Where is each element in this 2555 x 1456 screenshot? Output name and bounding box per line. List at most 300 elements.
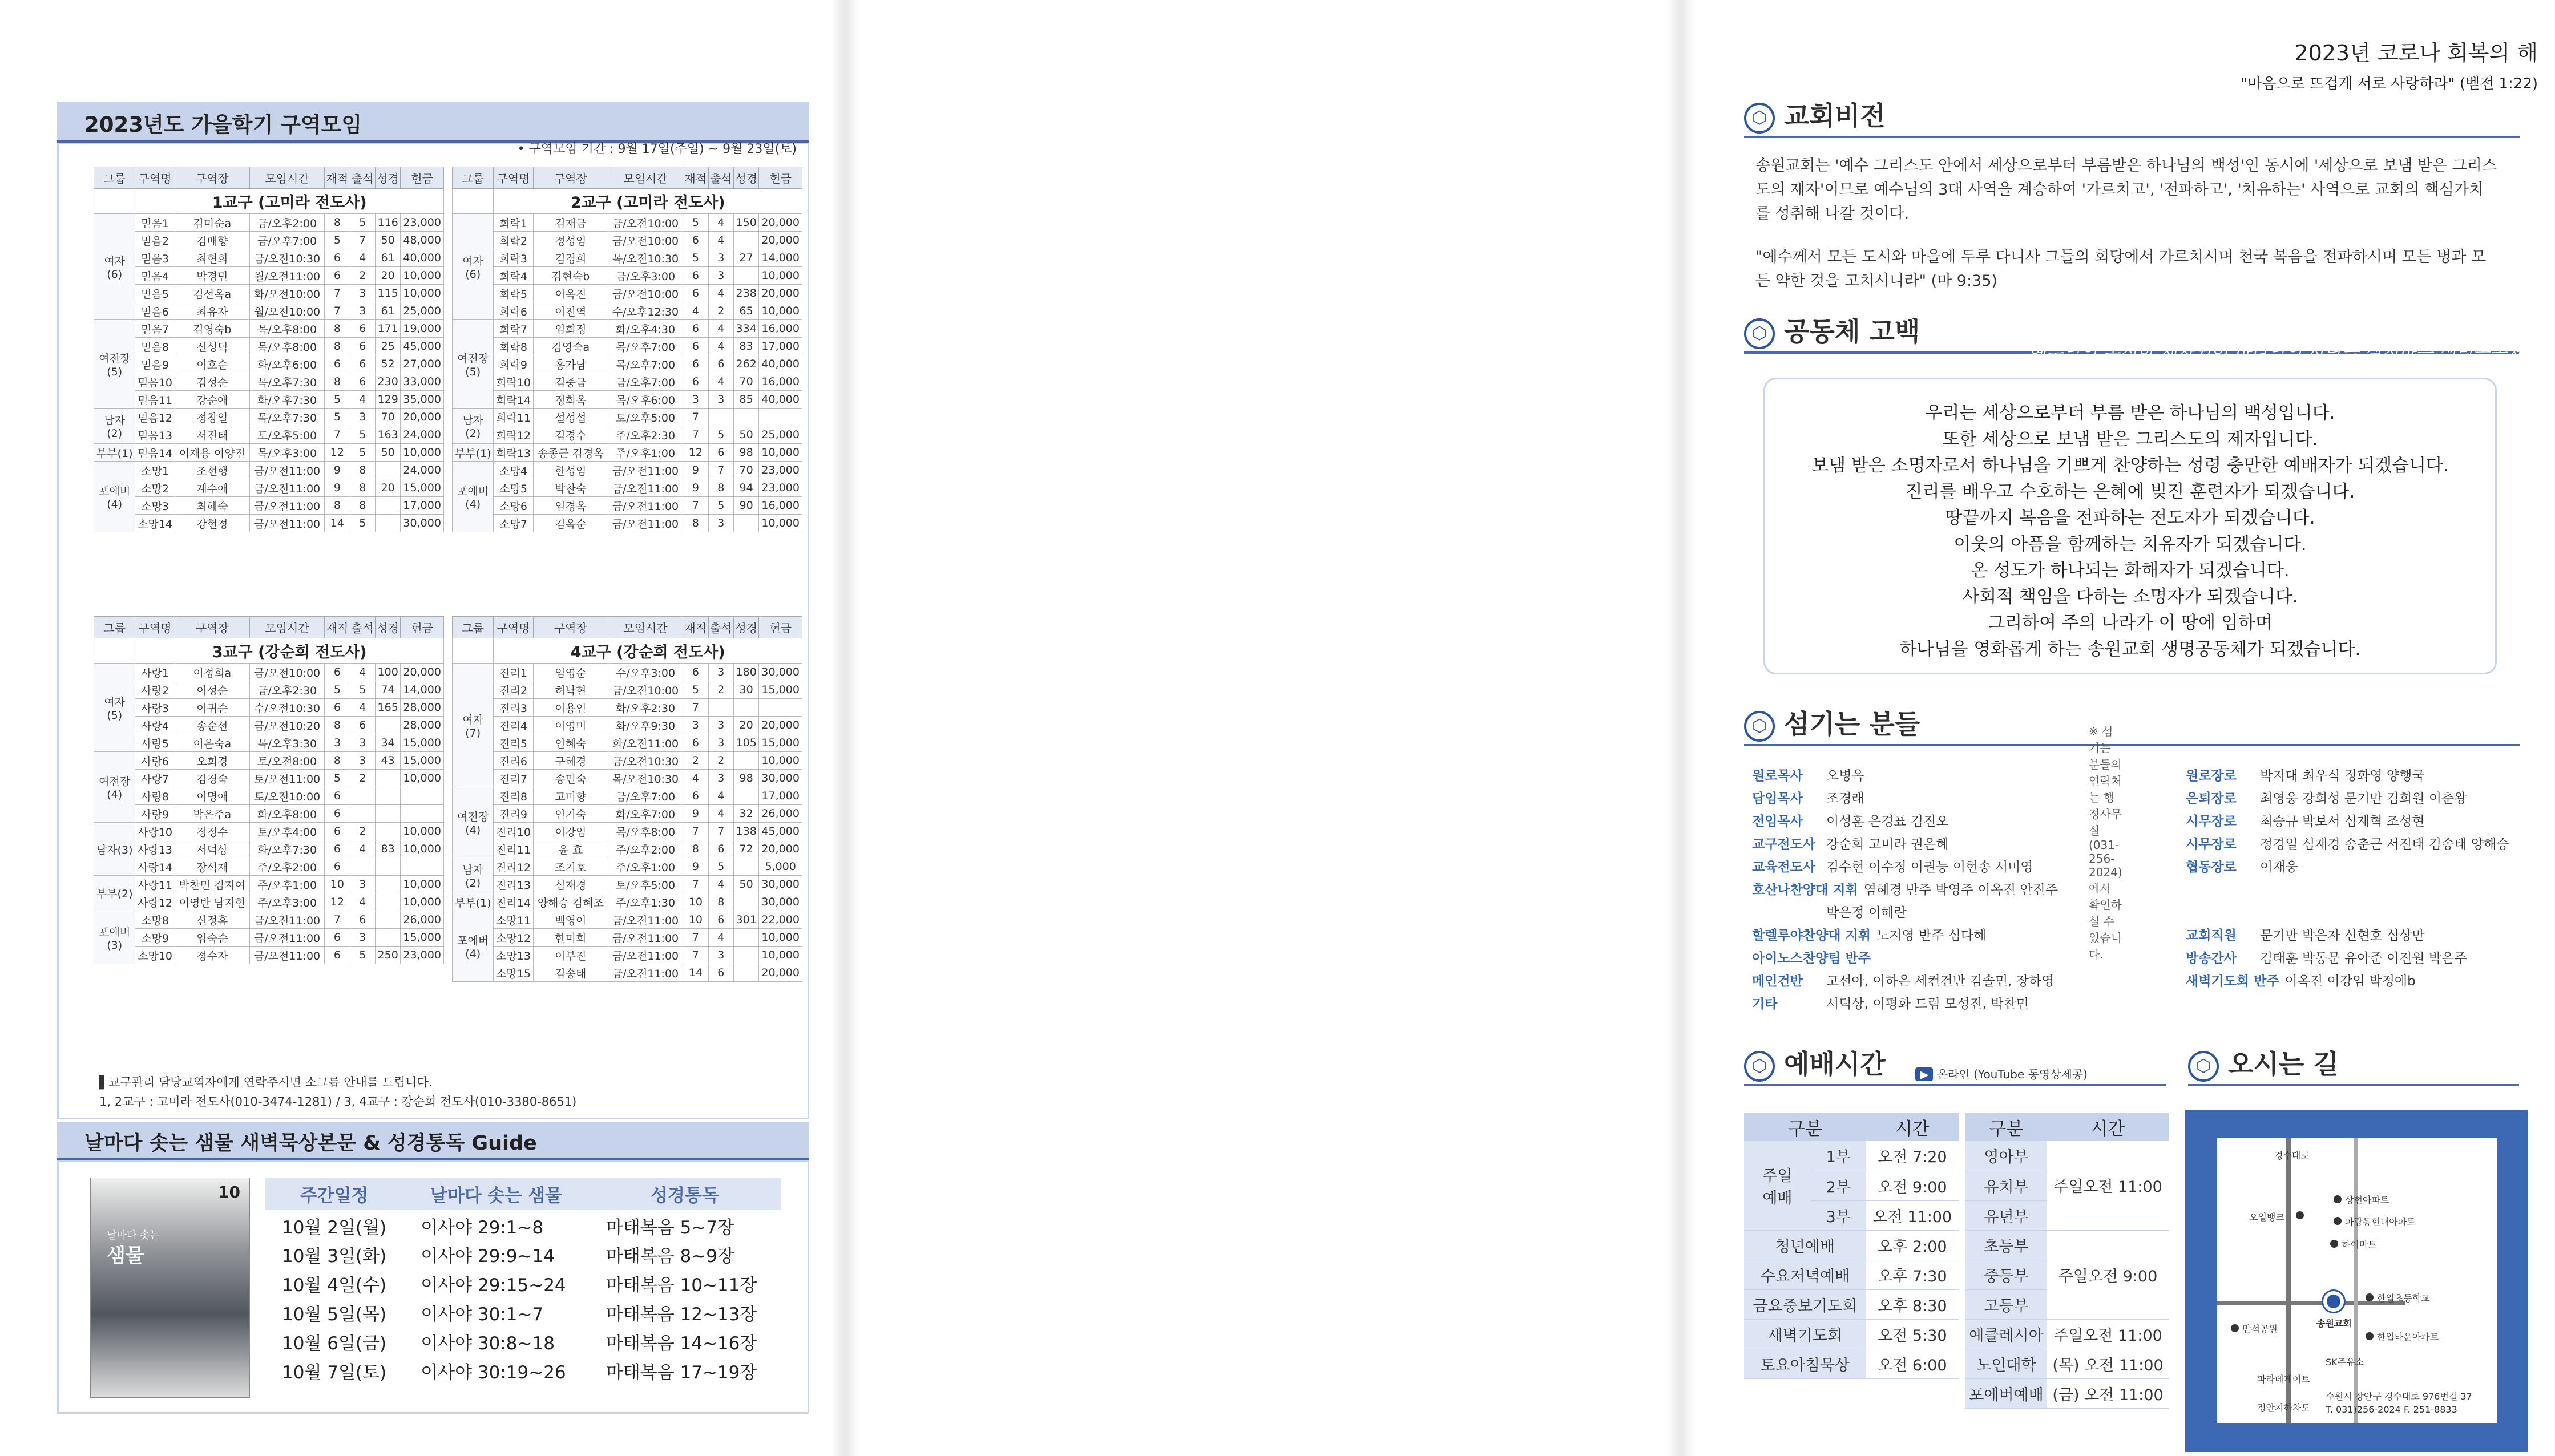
table-cell: 희락12 — [494, 426, 533, 444]
table-cell: 4 — [350, 893, 375, 911]
department-name: 포에버예배 — [1965, 1378, 2047, 1408]
service-time: 오전 7:20 — [1866, 1141, 1959, 1171]
servant-role: 교육전도사 — [1752, 860, 1816, 875]
table-cell: 17,000 — [759, 787, 802, 805]
table-row — [453, 929, 802, 947]
table-cell — [375, 876, 400, 893]
guide-cell: 10월 7일(토) — [282, 1362, 387, 1383]
table-cell — [375, 893, 400, 911]
table-cell: 금/오전11:00 — [249, 497, 324, 515]
table-cell: 김송태 — [533, 964, 608, 982]
table-cell: 7 — [683, 409, 708, 426]
column-header: 재적 — [325, 617, 350, 638]
group-cell: 포에버 (4) — [453, 911, 494, 982]
table-cell: 소망12 — [494, 929, 533, 947]
table-cell: 화/오후7:30 — [249, 391, 324, 409]
table-cell: 61 — [375, 302, 400, 320]
period-note: • 구역모임 기간 : 9월 17일(주일) ~ 9월 23일(토) — [517, 142, 797, 156]
table-cell: 138 — [733, 823, 758, 840]
table-cell: 6 — [708, 911, 733, 929]
table-cell: 진리9 — [494, 805, 533, 823]
district-title-row — [94, 638, 444, 664]
table-row — [453, 285, 802, 302]
table-row — [94, 929, 444, 947]
table-cell: 5 — [325, 409, 350, 426]
table-cell: 52 — [375, 355, 400, 373]
table-cell: 4 — [708, 787, 733, 805]
table-cell: 5 — [683, 249, 708, 267]
table-cell: 6 — [325, 929, 350, 947]
table-cell: 7 — [683, 426, 708, 444]
table-cell: 5 — [325, 232, 350, 249]
table-cell: 소망11 — [494, 911, 533, 929]
table-cell: 8 — [325, 320, 350, 338]
table-cell — [733, 232, 758, 249]
table-cell: 정수자 — [175, 947, 249, 964]
table-cell: 43 — [375, 752, 400, 770]
table-cell: 사랑7 — [135, 770, 175, 787]
table-cell: 40,000 — [759, 391, 802, 409]
table-cell: 화/오후8:00 — [249, 805, 324, 823]
table-cell: 163 — [375, 426, 400, 444]
servant-role: 전임목사 — [1752, 814, 1803, 829]
table-cell: 7 — [350, 232, 375, 249]
group-cell: 여자 (5) — [94, 664, 135, 752]
service-name: 토요아침묵상 — [1744, 1349, 1866, 1378]
guide-row — [265, 1269, 781, 1298]
table-cell: 목/오후3:00 — [249, 444, 324, 462]
table-cell: 3 — [708, 770, 733, 787]
table-cell: 주/오후1:00 — [608, 858, 683, 876]
table-cell: 8 — [350, 462, 375, 479]
table-row — [94, 426, 444, 444]
guide-row — [265, 1356, 781, 1385]
table-cell: 15,000 — [401, 734, 444, 752]
table-cell: 수/오후12:30 — [608, 302, 683, 320]
servant-role: 원로목사 — [1752, 769, 1803, 783]
section-title: 2023년도 가을학기 구역모임 — [57, 102, 809, 143]
column-header: 성경 — [733, 167, 758, 189]
table-cell: 믿음9 — [135, 355, 175, 373]
table-cell — [375, 823, 400, 840]
table-row — [94, 893, 444, 911]
service-time: 오후 2:00 — [1866, 1230, 1959, 1260]
servant-names: 이성훈 은경표 김진오 — [1826, 814, 1949, 829]
table-cell: 소망13 — [494, 947, 533, 964]
table-cell: 10,000 — [401, 267, 444, 285]
table-cell: 금/오전11:00 — [608, 964, 683, 982]
table-row — [94, 699, 444, 717]
table-cell: 금/오전10:00 — [608, 681, 683, 699]
online-badge: 온라인 — [1936, 1067, 1970, 1081]
servant-role: 새벽기도회 반주 — [2186, 974, 2279, 989]
table-row — [94, 752, 444, 770]
table-cell: 화/오후7:00 — [608, 805, 683, 823]
table-cell: 2 — [683, 752, 708, 770]
servant-names: 노지영 반주 심다혜 — [1876, 928, 1987, 943]
table-cell — [733, 858, 758, 876]
confession-line: 우리는 세상으로부터 부름 받은 하나님의 백성입니다. — [1925, 403, 2335, 423]
table-cell: 23,000 — [401, 947, 444, 964]
table-row — [453, 787, 802, 805]
table-cell: 9 — [325, 462, 350, 479]
table-cell: 사랑5 — [135, 734, 175, 752]
table-cell — [733, 947, 758, 964]
table-cell — [375, 717, 400, 734]
table-cell: 임경옥 — [533, 497, 608, 515]
servant-role: 교구전도사 — [1752, 837, 1816, 852]
table-cell: 5 — [350, 214, 375, 232]
table-cell: 이귀순 — [175, 699, 249, 717]
column-header: 출석 — [708, 167, 733, 189]
district-title: 1교구 (고미라 전도사) — [135, 189, 444, 214]
table-row — [94, 858, 444, 876]
table-cell — [375, 787, 400, 805]
table-cell: 4 — [708, 285, 733, 302]
table-cell: 이명애 — [175, 787, 249, 805]
table-cell: 50 — [733, 876, 758, 893]
table-cell: 김경수 — [533, 426, 608, 444]
table-cell: 105 — [733, 734, 758, 752]
table-cell: 사랑10 — [135, 823, 175, 840]
table-cell: 6 — [350, 320, 375, 338]
table-cell: 희락9 — [494, 355, 533, 373]
column-header: 구역장 — [533, 617, 608, 638]
table-row — [453, 409, 802, 426]
table-cell: 진리11 — [494, 840, 533, 858]
table-cell: 구혜경 — [533, 752, 608, 770]
table-cell: 사랑9 — [135, 805, 175, 823]
table-cell: 25,000 — [759, 426, 802, 444]
table-cell: 김영숙a — [533, 338, 608, 355]
table-cell: 116 — [375, 214, 400, 232]
times-header: 시간 — [2047, 1113, 2169, 1141]
table-cell: 238 — [733, 285, 758, 302]
table-cell: 90 — [733, 497, 758, 515]
table-row — [94, 964, 444, 982]
table-cell: 50 — [733, 426, 758, 444]
table-cell: 6 — [708, 840, 733, 858]
table-cell: 7 — [683, 699, 708, 717]
table-cell: 주/오후2:00 — [249, 858, 324, 876]
table-cell: 심재경 — [533, 876, 608, 893]
table-cell: 5 — [350, 426, 375, 444]
table-cell: 10,000 — [759, 444, 802, 462]
table-cell: 화/오후9:30 — [608, 717, 683, 734]
servant-role: 시무장로 — [2186, 814, 2237, 829]
table-cell: 129 — [375, 391, 400, 409]
table-cell: 5 — [350, 681, 375, 699]
table-cell: 15,000 — [401, 929, 444, 947]
map-label: 파랑동현대아파트 — [2345, 1216, 2416, 1227]
table-row — [453, 232, 802, 249]
table-cell: 7 — [325, 426, 350, 444]
group-cell: 남자 (2) — [453, 409, 494, 444]
table-cell: 45,000 — [401, 338, 444, 355]
table-cell: 4 — [708, 232, 733, 249]
table-cell: 6 — [350, 338, 375, 355]
table-cell: 강현정 — [175, 515, 249, 532]
confession-line: 하나님을 영화롭게 하는 송원교회 생명공동체가 되겠습니다. — [1899, 639, 2361, 660]
confession-line: 이웃의 아픔을 함께하는 치유자가 되겠습니다. — [1953, 534, 2307, 555]
table-row — [94, 770, 444, 787]
table-cell: 74 — [375, 681, 400, 699]
table-cell: 3 — [350, 302, 375, 320]
table-cell: 3 — [683, 391, 708, 409]
table-cell: 믿음12 — [135, 409, 175, 426]
table-row — [453, 391, 802, 409]
online-text: (YouTube 동영상제공) — [1973, 1067, 2088, 1081]
group-cell: 여전장 (5) — [94, 320, 135, 409]
table-cell — [733, 929, 758, 947]
table-cell: 금/오전11:00 — [249, 929, 324, 947]
table-cell: 수/오후3:00 — [608, 664, 683, 681]
table-cell: 35,000 — [401, 391, 444, 409]
table-cell: 6 — [325, 355, 350, 373]
group-cell: 여전장 (5) — [453, 320, 494, 409]
table-cell: 334 — [733, 320, 758, 338]
table-cell: 수/오전10:30 — [249, 699, 324, 717]
group-table-1 — [94, 167, 444, 532]
table-row — [94, 391, 444, 409]
table-cell: 토/오후5:00 — [249, 426, 324, 444]
table-cell: 이은숙a — [175, 734, 249, 752]
table-cell: 임희정 — [533, 320, 608, 338]
servant-names: 김수현 이수정 이권능 이현송 서미영 — [1826, 860, 2033, 875]
table-cell: 6 — [350, 911, 375, 929]
table-cell: 금/오전10:00 — [608, 285, 683, 302]
table-cell: 오희경 — [175, 752, 249, 770]
table-row — [453, 840, 802, 858]
department-name: 유치부 — [1965, 1171, 2047, 1200]
column-header: 재적 — [683, 617, 708, 638]
table-cell: 70 — [733, 373, 758, 391]
table-cell: 박찬민 김지여 — [175, 876, 249, 893]
table-cell: 8 — [350, 497, 375, 515]
table-cell: 3 — [708, 515, 733, 532]
table-cell: 서덕상 — [175, 840, 249, 858]
table-cell: 9 — [683, 462, 708, 479]
table-cell — [350, 964, 375, 982]
table-cell: 화/오전10:00 — [249, 285, 324, 302]
table-row — [94, 338, 444, 355]
table-cell: 목/오전10:30 — [608, 770, 683, 787]
map-title: 오시는 길 — [2228, 1049, 2339, 1079]
column-header: 헌금 — [401, 617, 444, 638]
table-row — [453, 699, 802, 717]
table-cell: 사랑1 — [135, 664, 175, 681]
district-title-row — [453, 189, 802, 214]
table-cell: 6 — [683, 787, 708, 805]
table-cell: 주/오후2:30 — [608, 426, 683, 444]
table-cell: 27 — [733, 249, 758, 267]
table-cell — [733, 515, 758, 532]
year-motto-verse: "마음으로 뜨겁게 서로 사랑하라" (벧전 1:22) — [2241, 75, 2538, 92]
table-cell: 금/오전10:30 — [608, 752, 683, 770]
table-cell: 15,000 — [401, 752, 444, 770]
table-cell: 월/오전11:00 — [249, 267, 324, 285]
table-cell — [350, 805, 375, 823]
table-cell: 목/오전10:30 — [608, 249, 683, 267]
table-cell — [733, 787, 758, 805]
table-row — [94, 249, 444, 267]
guide-cell: 마태복음 8~9장 — [606, 1246, 734, 1267]
table-cell: 8 — [325, 497, 350, 515]
service-time: 오후 7:30 — [1866, 1260, 1959, 1289]
table-cell: 김미순a — [175, 214, 249, 232]
table-cell: 화/오후7:30 — [249, 840, 324, 858]
guide-cell: 10월 6일(금) — [282, 1333, 387, 1354]
table-cell: 목/오후8:00 — [249, 338, 324, 355]
table-cell: 이재용 이양진 — [175, 444, 249, 462]
column-header: 모임시간 — [249, 617, 324, 638]
department-name: 초등부 — [1965, 1230, 2047, 1260]
table-cell: 8 — [325, 214, 350, 232]
table-cell: 사랑14 — [135, 858, 175, 876]
devotional-cover — [90, 1178, 250, 1398]
group-table-3 — [94, 616, 444, 982]
table-cell: 화/오전11:00 — [608, 734, 683, 752]
table-cell: 최혜숙 — [175, 497, 249, 515]
table-cell: 10,000 — [401, 840, 444, 858]
table-cell: 7 — [325, 285, 350, 302]
table-cell: 진리5 — [494, 734, 533, 752]
table-cell — [249, 964, 324, 982]
table-cell: 16,000 — [759, 497, 802, 515]
table-cell: 10 — [325, 876, 350, 893]
department-name: 고등부 — [1965, 1289, 2047, 1319]
table-row — [453, 267, 802, 285]
table-cell: 금/오전11:00 — [608, 479, 683, 497]
table-cell: 250 — [375, 947, 400, 964]
table-cell: 서진태 — [175, 426, 249, 444]
service-name: 주일 예배 — [1744, 1141, 1811, 1230]
table-cell: 6 — [683, 267, 708, 285]
table-header-row — [453, 617, 802, 638]
table-cell: 화/오후4:30 — [608, 320, 683, 338]
servant-names: 김태훈 박동문 유아준 이진원 박은주 — [2260, 951, 2467, 966]
table-cell: 토/오전10:00 — [249, 787, 324, 805]
table-cell: 김경숙 — [175, 770, 249, 787]
map-address: 수원시 장안구 경수대로 976번길 37 — [2326, 1391, 2472, 1402]
table-cell: 소망6 — [494, 497, 533, 515]
table-cell: 4 — [708, 805, 733, 823]
table-cell: 3 — [350, 876, 375, 893]
table-cell: 목/오후8:00 — [249, 320, 324, 338]
table-cell — [733, 752, 758, 770]
table-cell: 6 — [708, 355, 733, 373]
table-cell: 20,000 — [401, 664, 444, 681]
table-cell: 6 — [683, 285, 708, 302]
table-cell: 6 — [325, 267, 350, 285]
table-cell: 믿음2 — [135, 232, 175, 249]
table-cell: 85 — [733, 391, 758, 409]
table-cell: 40,000 — [759, 355, 802, 373]
table-cell: 23,000 — [401, 214, 444, 232]
table-cell: 3 — [708, 734, 733, 752]
table-cell — [733, 409, 758, 426]
devotional-guide-table — [265, 1178, 781, 1385]
table-cell: 28,000 — [401, 717, 444, 734]
table-cell: 진리14 — [494, 893, 533, 911]
table-cell: 소망1 — [135, 462, 175, 479]
table-row — [94, 409, 444, 426]
confession-line: 보냄 받은 소명자로서 하나님을 기쁘게 찬양하는 성령 충만한 예배자가 되겠습니다. — [1811, 455, 2449, 476]
panel-small-groups — [0, 0, 833, 1456]
table-cell: 김매향 — [175, 232, 249, 249]
table-cell: 금/오전11:00 — [249, 947, 324, 964]
times-header: 구분 — [1965, 1113, 2047, 1141]
table-cell: 이영반 남지현 — [175, 893, 249, 911]
table-cell: 65 — [733, 302, 758, 320]
table-cell: 17,000 — [759, 338, 802, 355]
column-header: 헌금 — [759, 167, 802, 189]
column-header: 출석 — [350, 167, 375, 189]
servant-role: 담임목사 — [1752, 791, 1803, 806]
table-cell: 4 — [350, 664, 375, 681]
guide-title: 날마다 솟는 샘물 새벽묵상본문 & 성경통독 Guide — [57, 1122, 809, 1160]
servant-names: 최승규 박보서 심재혁 조성현 — [2260, 814, 2425, 829]
table-cell: 목/오후7:30 — [249, 409, 324, 426]
table-cell: 20 — [375, 267, 400, 285]
table-cell: 금/오전11:00 — [608, 515, 683, 532]
table-row — [94, 479, 444, 497]
table-cell: 70 — [733, 462, 758, 479]
table-row — [453, 338, 802, 355]
confession-line: 그리하여 주의 나라가 이 땅에 임하며 — [1988, 613, 2273, 633]
service-name: 금요중보기도회 — [1744, 1289, 1866, 1319]
table-cell: 20,000 — [759, 285, 802, 302]
table-cell: 조선행 — [175, 462, 249, 479]
table-cell: 6 — [708, 444, 733, 462]
table-cell: 소망7 — [494, 515, 533, 532]
table-cell: 10,000 — [401, 823, 444, 840]
map-label: 한일타운아파트 — [2377, 1332, 2439, 1342]
table-cell: 희락5 — [494, 285, 533, 302]
table-cell: 10,000 — [401, 876, 444, 893]
table-cell — [325, 964, 350, 982]
table-cell: 7 — [708, 823, 733, 840]
table-cell: 희락6 — [494, 302, 533, 320]
table-cell: 사랑3 — [135, 699, 175, 717]
servant-role: 메인건반 — [1752, 974, 1803, 989]
location-pin-icon: ⬡ — [1744, 103, 1775, 134]
servant-names: 고선아, 이하은 세컨건반 김솔민, 장하영 — [1826, 974, 2055, 989]
table-cell: 설성섭 — [533, 409, 608, 426]
column-header: 모임시간 — [608, 167, 683, 189]
table-cell: 6 — [325, 664, 350, 681]
table-row — [94, 355, 444, 373]
table-cell: 사랑4 — [135, 717, 175, 734]
table-cell — [401, 805, 444, 823]
table-cell: 3 — [708, 249, 733, 267]
table-cell: 4 — [708, 876, 733, 893]
table-cell: 소망5 — [494, 479, 533, 497]
servant-names: 이옥진 이강임 박정애b — [2284, 974, 2416, 989]
table-cell: 2 — [708, 681, 733, 699]
servant-names: 박은정 이혜란 — [1826, 905, 1907, 920]
guide-cell: 10월 5일(목) — [282, 1304, 387, 1325]
table-cell: 17,000 — [401, 497, 444, 515]
servant-names: 최영웅 강희성 문기만 김희원 이춘왕 — [2260, 791, 2467, 806]
table-cell: 26,000 — [401, 911, 444, 929]
table-cell: 희락14 — [494, 391, 533, 409]
guide-cell: 이사야 30:8~18 — [421, 1333, 555, 1354]
table-cell: 최유자 — [175, 302, 249, 320]
table-cell: 이영미 — [533, 717, 608, 734]
table-cell: 20,000 — [401, 409, 444, 426]
table-row — [94, 876, 444, 893]
